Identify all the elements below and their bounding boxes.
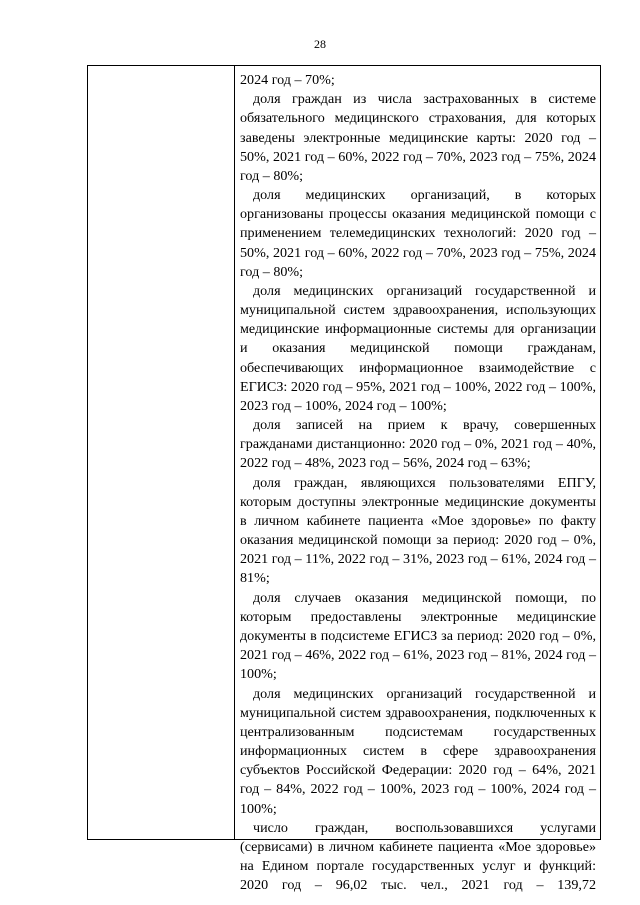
paragraph-centralized-subsystems: доля медицинских организаций государственной и муниципальной систем здравоохранения, подключенных к централизованным подсистемам государственных информационных систем в сфере здравоохранения субъектов Российской Федерации: 2020 год – 64%, 2021 год – 84%, 2022 год – 100%, 2023 год – 100%, 2024 год – 100%; — [240, 685, 596, 817]
paragraph-egisz-documents: доля случаев оказания медицинской помощи, по которым предоставлены электронные медицинские документы в подсистеме ЕГИСЗ за период: 2020 год – 0%, 2021 год – 46%, 2022 год – 61%, 2023 год – 81%, 2024 год – 100%; — [240, 589, 596, 683]
page-number: 28 — [314, 37, 326, 51]
table-right-cell — [236, 66, 600, 894]
paragraph-epgu-users: доля граждан, являющихся пользователями ЕПГУ, которым доступны электронные медицинские документы в личном кабинете пациента «Мое здоровье» по факту оказания медицинской помощи за период: 2020 год – 0%, 2021 год – 11%, 2022 год – 31%, 2023 год – 61%, 2024 год – 81%; — [240, 474, 596, 587]
table-left-cell — [88, 66, 235, 839]
paragraph-emk-share: доля граждан из числа застрахованных в системе обязательного медицинского страхования, для которых заведены электронные медицинские карты: 2020 год – 50%, 2021 год – 60%, 2022 год – 70%, 2023 год – 75%, 2024 год – 80%; — [240, 91, 596, 184]
paragraph-telemedicine-share: доля медицинских организаций, в которых организованы процессы оказания медицинской помощи с применением телемедицинских технологий: 2020 год – 50%, 2021 год – 60%, 2022 год – 70%, 2023 год – 75%, 2024 год – 80%; — [240, 187, 596, 280]
paragraph-patient-cabinet-users: число граждан, воспользовавшихся услугами (сервисами) в личном кабинете пациента «Мое здоровье» на Едином портале государственных услуг и функций: 2020 год – 96,02 тыс. чел., 2021 год – 139,72 — [240, 819, 596, 894]
indicator-table — [87, 65, 601, 894]
paragraph-continuation: 2024 год – 70%; — [240, 72, 335, 88]
paragraph-mis-share: доля медицинских организаций государственной и муниципальной систем здравоохранения, использующих медицинские информационные системы для организации и оказания медицинской помощи гражданам, обеспечивающих информационное взаимодействие с ЕГИСЗ: 2020 год – 95%, 2021 год – 100%, 2022 год – 100%, 2023 год – 100%, 2024 год – 100%; — [240, 282, 596, 414]
paragraph-remote-appointments: доля записей на прием к врачу, совершенных гражданами дистанционно: 2020 год – 0%, 2021 год – 40%, 2022 год – 48%, 2023 год – 56%, 2024 год – 63%; — [240, 417, 596, 472]
